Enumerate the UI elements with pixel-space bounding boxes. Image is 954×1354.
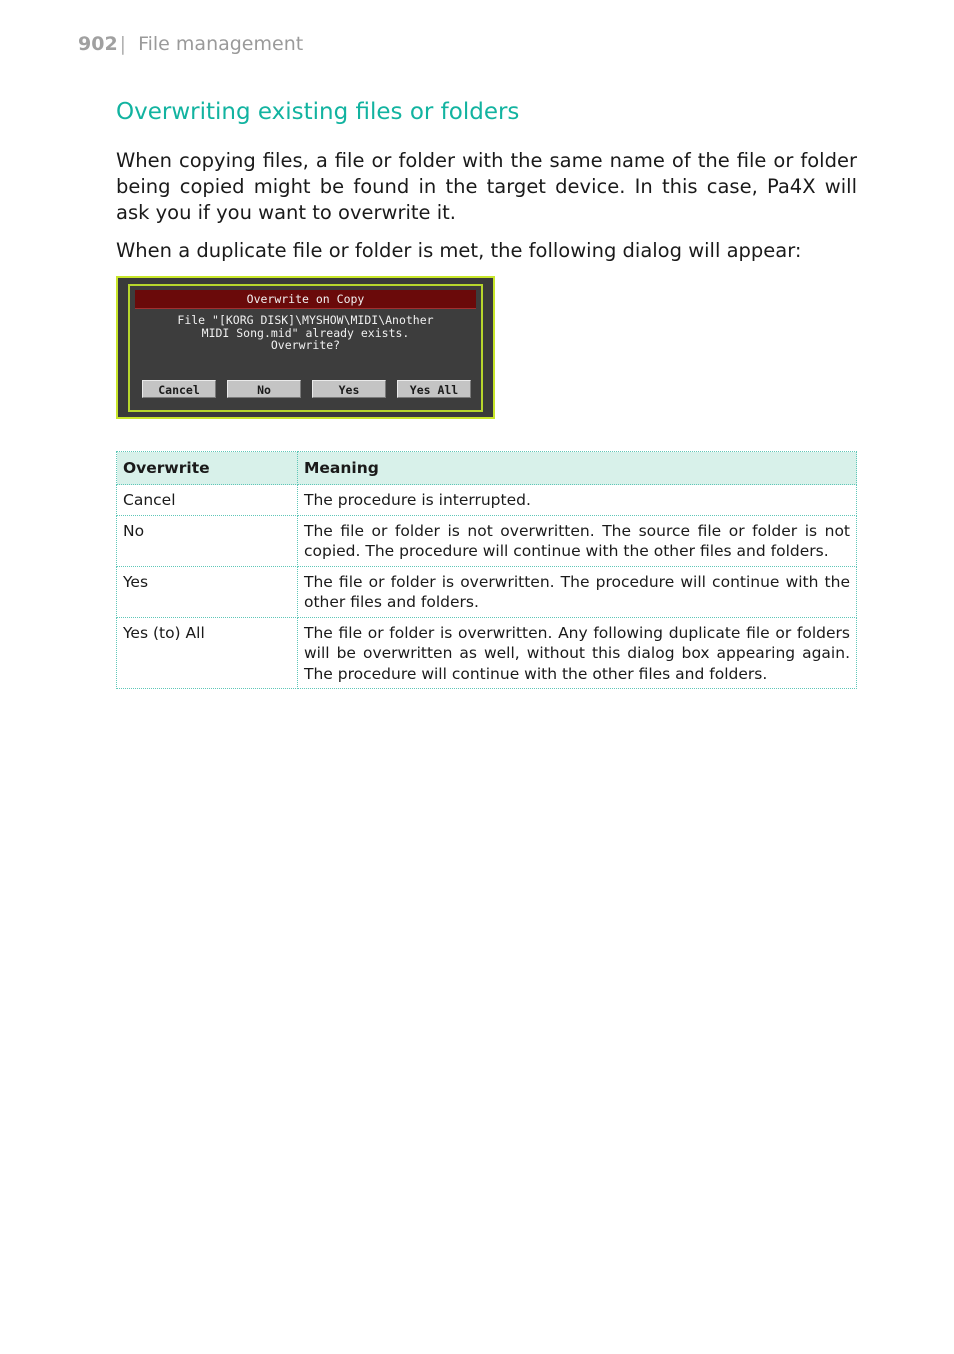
option-cell: Cancel (117, 485, 298, 516)
table-row (117, 566, 857, 617)
dialog-message-line: Overwrite? (270, 338, 341, 352)
option-cell: Yes (117, 566, 298, 617)
dialog-message-line: MIDI Song.mid" already exists. (201, 325, 410, 340)
meaning-cell: The procedure is interrupted. (298, 485, 857, 516)
overwrite-options-table (116, 451, 857, 689)
dialog-window (128, 284, 483, 412)
section-title: Overwriting existing files or folders (116, 99, 520, 125)
yes-button[interactable]: Yes (312, 380, 386, 398)
column-header-meaning: Meaning (298, 452, 857, 485)
dialog-message-line: File "[KORG DISK]\MYSHOW\MIDI\Another (177, 313, 434, 327)
cancel-button[interactable]: Cancel (142, 380, 216, 398)
meaning-cell: The file or folder is overwritten. The procedure will continue with the other files and folders. (298, 566, 857, 617)
meaning-cell: The file or folder is overwritten. Any following duplicate file or folders will be overwritten as well, without this dialog box appearing again. The procedure will continue with the other files and folders. (298, 617, 857, 689)
table-header-row (117, 452, 857, 485)
no-button[interactable]: No (227, 380, 301, 398)
page-header (78, 33, 303, 55)
dialog-message (138, 314, 473, 352)
overwrite-dialog-screenshot (116, 276, 495, 419)
chapter-title: File management (138, 33, 304, 55)
option-cell: No (117, 515, 298, 566)
dialog-title: Overwrite on Copy (135, 290, 476, 309)
dialog-intro-paragraph: When a duplicate file or folder is met, the following dialog will appear: (116, 239, 802, 262)
option-cell: Yes (to) All (117, 617, 298, 689)
page-number: 902 (78, 33, 118, 55)
table-row (117, 485, 857, 516)
yes-all-button[interactable]: Yes All (397, 380, 471, 398)
column-header-overwrite: Overwrite (117, 452, 298, 485)
header-separator: | (119, 33, 127, 55)
intro-paragraph: When copying files, a file or folder with the same name of the file or folder being copied might be found in the target device. In this case, Pa4X will ask you if you want to overwrite it. (116, 149, 857, 224)
table-row (117, 617, 857, 689)
meaning-cell: The file or folder is not overwritten. The source file or folder is not copied. The procedure will continue with the other files and folders. (298, 515, 857, 566)
table-row (117, 515, 857, 566)
dialog-button-row (142, 380, 472, 400)
